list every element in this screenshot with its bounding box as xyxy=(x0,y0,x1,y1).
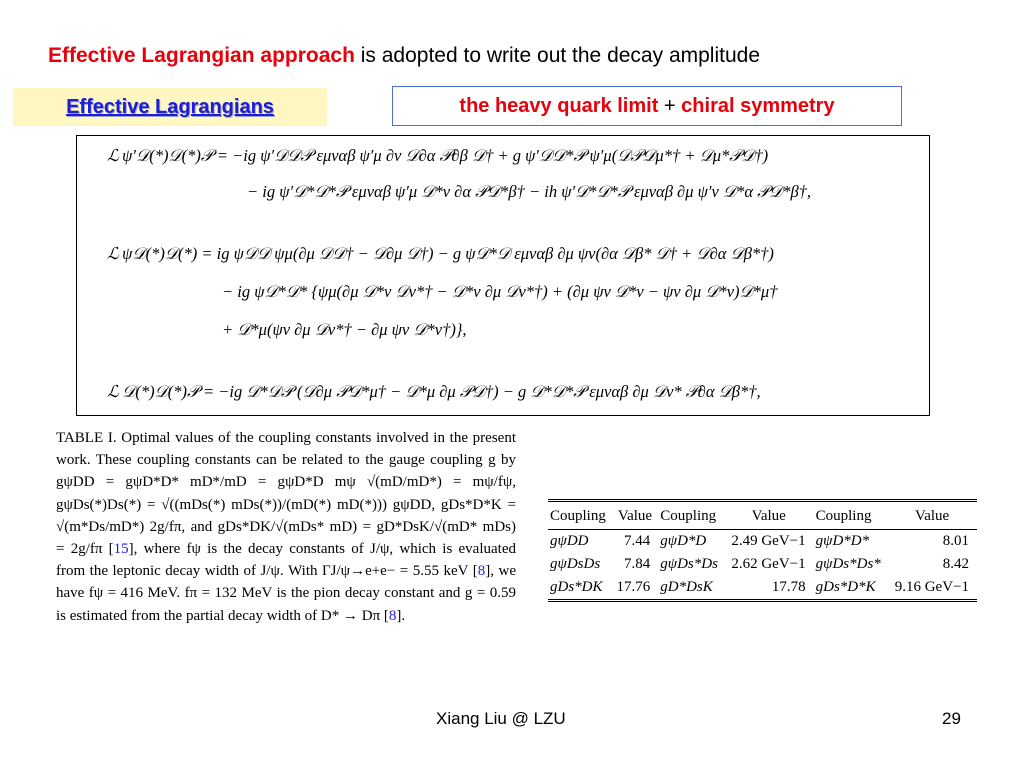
equations-box xyxy=(76,135,930,416)
table-caption xyxy=(56,427,516,627)
page-number: 29 xyxy=(942,709,961,728)
table-cell: 8.42 xyxy=(942,556,969,572)
citation-link[interactable]: 15 xyxy=(113,541,129,558)
table-cell: 8.01 xyxy=(942,533,969,549)
title-rest: is adopted to write out the decay amplitude xyxy=(354,44,761,67)
coupling-table xyxy=(548,499,977,602)
table-cell: gψDsDs xyxy=(550,556,601,572)
table-header-row xyxy=(548,501,977,530)
table-cell: 7.44 xyxy=(624,533,651,549)
column-header: Coupling xyxy=(814,501,888,530)
table-cell: gDs*DK xyxy=(548,576,612,601)
table-cell: gψDD xyxy=(550,533,589,549)
table-cell: gDs*D*K xyxy=(814,576,888,601)
table-cell: 17.76 xyxy=(612,576,659,601)
slide-title xyxy=(48,44,760,68)
table-cell: 9.16 GeV−1 xyxy=(887,576,977,601)
chiral-symmetry-text: chiral symmetry xyxy=(681,95,835,117)
column-header: Coupling xyxy=(548,501,612,530)
table-cell: gD*DsK xyxy=(658,576,724,601)
table-cell: 2.62 GeV−1 xyxy=(731,556,806,572)
effective-lagrangians-label xyxy=(13,88,327,126)
column-header: Coupling xyxy=(658,501,724,530)
column-header: Value xyxy=(724,501,814,530)
effective-lagrangians-text: Effective Lagrangians xyxy=(66,96,274,118)
footer-author: Xiang Liu @ LZU xyxy=(436,709,566,728)
equation-2c: + 𝒟*μ(ψν ∂μ 𝒟ν*† − ∂μ ψν 𝒟*ν†)}, xyxy=(222,320,467,339)
citation-link[interactable]: 8 xyxy=(388,607,397,624)
column-header: Value xyxy=(887,501,977,530)
plus-text: + xyxy=(658,95,682,117)
table-cell: gψD*D* xyxy=(815,533,870,549)
heavy-quark-limit-text: the heavy quark limit xyxy=(459,95,659,117)
table-cell: 2.49 GeV−1 xyxy=(731,533,806,549)
title-emphasis: Effective Lagrangian approach xyxy=(48,44,355,67)
table-row xyxy=(548,530,977,554)
equation-1a: ℒ ψ′𝒟(*)𝒟(*)𝒫 = −ig ψ′𝒟𝒟𝒫 εμναβ ψ′μ ∂ν 𝒟∂α 𝒫∂β 𝒟† + g ψ′𝒟𝒟*𝒫 ψ′μ(𝒟𝒫𝒟μ*† + 𝒟μ*𝒫𝒟†) xyxy=(107,146,769,165)
equation-3: ℒ 𝒟(*)𝒟(*)𝒫 = −ig 𝒟*𝒟𝒫 (𝒟∂μ 𝒫𝒟*μ† − 𝒟*μ ∂μ 𝒫𝒟†) − g 𝒟*𝒟*𝒫 εμναβ ∂μ 𝒟ν* 𝒫∂α 𝒟β*†, xyxy=(107,382,761,401)
limit-box xyxy=(392,86,902,126)
equation-2a: ℒ ψ𝒟(*)𝒟(*) = ig ψ𝒟𝒟 ψμ(∂μ 𝒟𝒟† − 𝒟∂μ 𝒟†) − g ψ𝒟*𝒟 εμναβ ∂μ ψν(∂α 𝒟β* 𝒟† + 𝒟∂α 𝒟β*†) xyxy=(107,244,774,263)
table-row xyxy=(548,553,977,576)
caption-text-4: ]. xyxy=(396,607,406,624)
table-cell: gψDs*Ds xyxy=(660,556,718,572)
table-row xyxy=(548,576,977,601)
table-cell: gψD*D xyxy=(660,533,707,549)
equation-1b: − ig ψ′𝒟*𝒟*𝒫 εμναβ ψ′μ 𝒟*ν ∂α 𝒫𝒟*β† − ih ψ′𝒟*𝒟*𝒫 εμναβ ∂μ ψ′ν 𝒟*α 𝒫𝒟*β†, xyxy=(247,182,812,201)
table-cell: gψDs*Ds* xyxy=(815,556,881,572)
caption-text-3: ], we have fψ = 416 MeV. fπ = 132 MeV is the pion decay constant and g = 0.59 is estimated from the partial decay width of D* → Dπ [ xyxy=(56,563,516,624)
citation-link[interactable]: 8 xyxy=(477,563,486,580)
table-cell: 7.84 xyxy=(624,556,651,572)
equation-2b: − ig ψ𝒟*𝒟* {ψμ(∂μ 𝒟*ν 𝒟ν*† − 𝒟*ν ∂μ 𝒟ν*†) + (∂μ ψν 𝒟*ν − ψν ∂μ 𝒟*ν)𝒟*μ† xyxy=(222,282,778,301)
column-header: Value xyxy=(612,501,659,530)
table-cell: 17.78 xyxy=(724,576,814,601)
caption-text-2: ], where fψ is the decay constants of J/ψ, which is evaluated from the leptonic decay width of J/ψ. With ΓJ/ψ→e+e− = 5.55 keV [ xyxy=(56,541,516,580)
caption-text-1: TABLE I. Optimal values of the coupling constants involved in the present work. These coupling constants can be related to the gauge coupling g by gψDD = gψD*D* mD*/mD = gψD*D mψ √(mD/mD*) = mψ/fψ, gψDs(*)Ds(*) = √((mDs(*) mDs(*))/(mD(*) mD(*))) gψDD, gDs*D*K = √(m*Ds/mD*) 2g/fπ, and gDs*DK/√(mDs* mD) = gD*DsK/√(mD* mDs) = 2g/fπ [ xyxy=(56,430,516,558)
